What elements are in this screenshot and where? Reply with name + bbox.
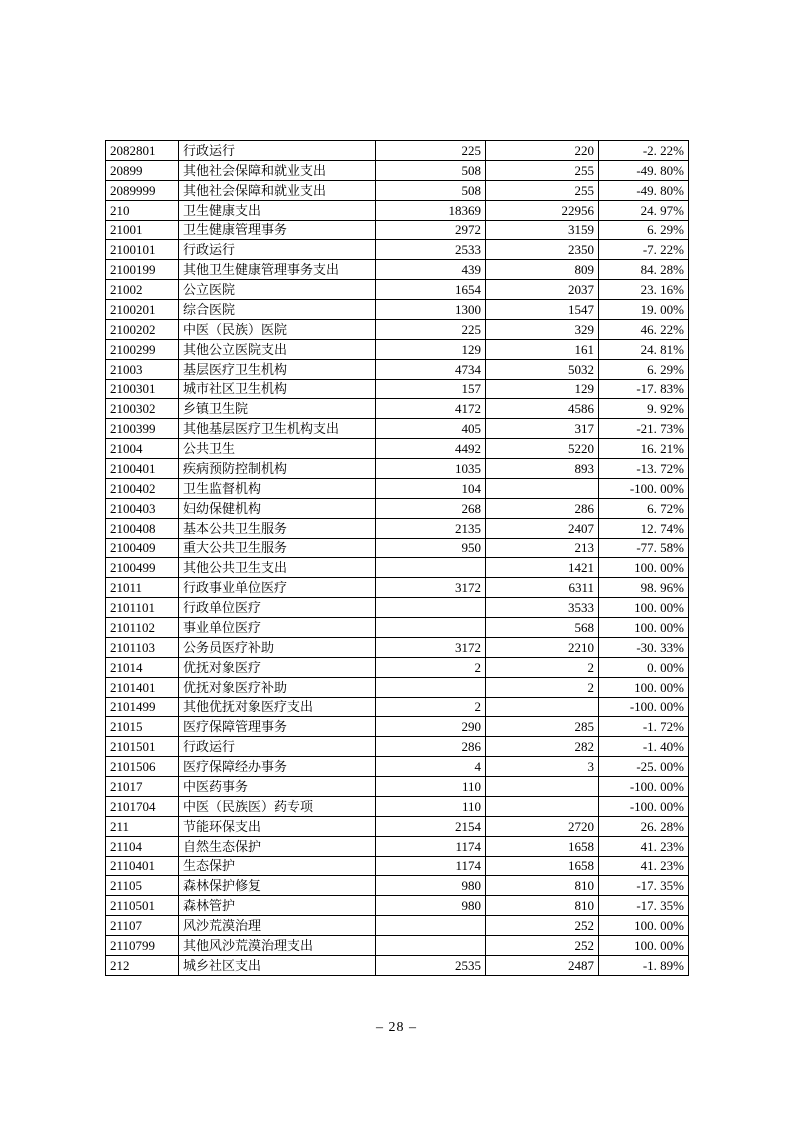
cell-curr-value [486, 478, 599, 498]
cell-prev-value: 3172 [376, 578, 486, 598]
cell-code: 2100201 [106, 300, 179, 320]
cell-prev-value: 290 [376, 717, 486, 737]
cell-curr-value: 213 [486, 538, 599, 558]
cell-change-pct: -1. 40% [599, 737, 689, 757]
cell-curr-value: 220 [486, 141, 599, 161]
cell-name: 其他基层医疗卫生机构支出 [179, 419, 376, 439]
table-row [106, 518, 689, 538]
cell-name: 优抚对象医疗 [179, 657, 376, 677]
cell-change-pct: -1. 72% [599, 717, 689, 737]
cell-prev-value [376, 618, 486, 638]
cell-name: 事业单位医疗 [179, 618, 376, 638]
cell-code: 21011 [106, 578, 179, 598]
cell-change-pct: 9. 92% [599, 399, 689, 419]
cell-prev-value: 980 [376, 876, 486, 896]
cell-change-pct: 12. 74% [599, 518, 689, 538]
cell-code: 2100409 [106, 538, 179, 558]
cell-name: 行政单位医疗 [179, 598, 376, 618]
cell-code: 21003 [106, 359, 179, 379]
cell-name: 基层医疗卫生机构 [179, 359, 376, 379]
cell-change-pct: 6. 72% [599, 498, 689, 518]
cell-change-pct: 100. 00% [599, 936, 689, 956]
cell-change-pct: -13. 72% [599, 459, 689, 479]
cell-code: 21002 [106, 280, 179, 300]
cell-prev-value: 1654 [376, 280, 486, 300]
cell-name: 其他公立医院支出 [179, 339, 376, 359]
cell-change-pct: -25. 00% [599, 757, 689, 777]
table-row [106, 220, 689, 240]
cell-name: 医疗保障经办事务 [179, 757, 376, 777]
cell-prev-value: 268 [376, 498, 486, 518]
cell-code: 2101506 [106, 757, 179, 777]
cell-name: 行政运行 [179, 737, 376, 757]
cell-change-pct: 100. 00% [599, 916, 689, 936]
cell-curr-value: 3 [486, 757, 599, 777]
cell-code: 2101101 [106, 598, 179, 618]
cell-change-pct: 100. 00% [599, 558, 689, 578]
table-row [106, 478, 689, 498]
table-row [106, 498, 689, 518]
cell-change-pct: -21. 73% [599, 419, 689, 439]
cell-curr-value: 809 [486, 260, 599, 280]
cell-change-pct: 41. 23% [599, 856, 689, 876]
cell-curr-value: 1658 [486, 836, 599, 856]
cell-prev-value: 2135 [376, 518, 486, 538]
cell-curr-value: 285 [486, 717, 599, 737]
cell-prev-value: 2 [376, 697, 486, 717]
cell-prev-value [376, 598, 486, 618]
cell-name: 疾病预防控制机构 [179, 459, 376, 479]
cell-code: 2110799 [106, 936, 179, 956]
table-row [106, 618, 689, 638]
table-row [106, 737, 689, 757]
table-row [106, 757, 689, 777]
table-row [106, 160, 689, 180]
cell-curr-value: 893 [486, 459, 599, 479]
cell-curr-value [486, 796, 599, 816]
cell-prev-value: 4734 [376, 359, 486, 379]
table-row [106, 180, 689, 200]
table-row [106, 558, 689, 578]
cell-curr-value: 2350 [486, 240, 599, 260]
cell-prev-value: 4 [376, 757, 486, 777]
cell-curr-value: 286 [486, 498, 599, 518]
cell-prev-value: 129 [376, 339, 486, 359]
cell-code: 2100403 [106, 498, 179, 518]
cell-name: 妇幼保健机构 [179, 498, 376, 518]
cell-change-pct: -100. 00% [599, 478, 689, 498]
cell-name: 其他社会保障和就业支出 [179, 160, 376, 180]
cell-name: 其他优抚对象医疗支出 [179, 697, 376, 717]
cell-curr-value: 568 [486, 618, 599, 638]
cell-code: 2100202 [106, 319, 179, 339]
cell-code: 2100399 [106, 419, 179, 439]
cell-change-pct: 19. 00% [599, 300, 689, 320]
cell-code: 2082801 [106, 141, 179, 161]
cell-code: 2110401 [106, 856, 179, 876]
cell-prev-value: 3172 [376, 637, 486, 657]
table-row [106, 240, 689, 260]
table-row [106, 260, 689, 280]
cell-curr-value: 1547 [486, 300, 599, 320]
cell-code: 211 [106, 816, 179, 836]
cell-code: 2100301 [106, 379, 179, 399]
cell-name: 重大公共卫生服务 [179, 538, 376, 558]
table-row [106, 339, 689, 359]
cell-prev-value: 508 [376, 180, 486, 200]
cell-change-pct: -7. 22% [599, 240, 689, 260]
cell-name: 中医药事务 [179, 777, 376, 797]
cell-name: 卫生监督机构 [179, 478, 376, 498]
cell-code: 2100499 [106, 558, 179, 578]
cell-code: 2101401 [106, 677, 179, 697]
table-row [106, 399, 689, 419]
cell-change-pct: -17. 35% [599, 896, 689, 916]
cell-prev-value: 157 [376, 379, 486, 399]
table-row [106, 359, 689, 379]
cell-code: 210 [106, 200, 179, 220]
cell-prev-value [376, 916, 486, 936]
cell-name: 森林管护 [179, 896, 376, 916]
cell-name: 风沙荒漠治理 [179, 916, 376, 936]
table-row [106, 280, 689, 300]
cell-curr-value: 2037 [486, 280, 599, 300]
cell-name: 公务员医疗补助 [179, 637, 376, 657]
page-number: – 28 – [376, 1020, 417, 1035]
cell-name: 医疗保障管理事务 [179, 717, 376, 737]
cell-name: 行政事业单位医疗 [179, 578, 376, 598]
cell-name: 公立医院 [179, 280, 376, 300]
cell-change-pct: 16. 21% [599, 439, 689, 459]
cell-code: 21004 [106, 439, 179, 459]
cell-name: 卫生健康管理事务 [179, 220, 376, 240]
cell-code: 2101501 [106, 737, 179, 757]
cell-curr-value: 1658 [486, 856, 599, 876]
cell-curr-value: 3159 [486, 220, 599, 240]
cell-curr-value: 2720 [486, 816, 599, 836]
table-row [106, 141, 689, 161]
table-row [106, 538, 689, 558]
cell-name: 生态保护 [179, 856, 376, 876]
cell-name: 其他卫生健康管理事务支出 [179, 260, 376, 280]
table-row [106, 896, 689, 916]
cell-prev-value: 2533 [376, 240, 486, 260]
table-row [106, 697, 689, 717]
cell-prev-value: 2535 [376, 955, 486, 975]
cell-change-pct: 0. 00% [599, 657, 689, 677]
cell-code: 212 [106, 955, 179, 975]
cell-curr-value: 161 [486, 339, 599, 359]
cell-change-pct: 46. 22% [599, 319, 689, 339]
cell-prev-value: 110 [376, 777, 486, 797]
cell-curr-value: 252 [486, 916, 599, 936]
cell-code: 21105 [106, 876, 179, 896]
cell-curr-value: 22956 [486, 200, 599, 220]
cell-change-pct: -100. 00% [599, 777, 689, 797]
table-row [106, 459, 689, 479]
cell-name: 中医（民族）医院 [179, 319, 376, 339]
cell-name: 节能环保支出 [179, 816, 376, 836]
cell-change-pct: -49. 80% [599, 180, 689, 200]
table-row [106, 796, 689, 816]
cell-change-pct: -100. 00% [599, 697, 689, 717]
cell-name: 自然生态保护 [179, 836, 376, 856]
table-row [106, 916, 689, 936]
cell-change-pct: 26. 28% [599, 816, 689, 836]
cell-curr-value: 4586 [486, 399, 599, 419]
cell-change-pct: 98. 96% [599, 578, 689, 598]
cell-curr-value: 252 [486, 936, 599, 956]
cell-curr-value [486, 697, 599, 717]
cell-prev-value [376, 677, 486, 697]
table-row [106, 578, 689, 598]
table-row [106, 657, 689, 677]
cell-change-pct: -17. 35% [599, 876, 689, 896]
cell-code: 20899 [106, 160, 179, 180]
table-row [106, 717, 689, 737]
cell-prev-value: 1035 [376, 459, 486, 479]
cell-curr-value: 810 [486, 896, 599, 916]
cell-curr-value: 2210 [486, 637, 599, 657]
cell-name: 森林保护修复 [179, 876, 376, 896]
cell-change-pct: 24. 97% [599, 200, 689, 220]
cell-prev-value: 1174 [376, 836, 486, 856]
table-row [106, 677, 689, 697]
cell-name: 城乡社区支出 [179, 955, 376, 975]
cell-curr-value: 5032 [486, 359, 599, 379]
cell-prev-value [376, 558, 486, 578]
cell-prev-value: 2 [376, 657, 486, 677]
cell-prev-value: 110 [376, 796, 486, 816]
budget-table [105, 140, 689, 976]
cell-curr-value: 3533 [486, 598, 599, 618]
table-row [106, 319, 689, 339]
cell-code: 21015 [106, 717, 179, 737]
cell-change-pct: -2. 22% [599, 141, 689, 161]
cell-name: 综合医院 [179, 300, 376, 320]
cell-prev-value: 225 [376, 319, 486, 339]
cell-code: 2089999 [106, 180, 179, 200]
cell-prev-value: 950 [376, 538, 486, 558]
table-row [106, 379, 689, 399]
cell-curr-value: 5220 [486, 439, 599, 459]
cell-code: 21014 [106, 657, 179, 677]
table-row [106, 300, 689, 320]
table-row [106, 637, 689, 657]
cell-prev-value: 980 [376, 896, 486, 916]
cell-prev-value: 439 [376, 260, 486, 280]
cell-code: 2100302 [106, 399, 179, 419]
cell-curr-value: 2487 [486, 955, 599, 975]
cell-code: 2100101 [106, 240, 179, 260]
cell-name: 乡镇卫生院 [179, 399, 376, 419]
cell-prev-value: 405 [376, 419, 486, 439]
cell-prev-value: 1174 [376, 856, 486, 876]
cell-curr-value: 255 [486, 160, 599, 180]
cell-code: 2101499 [106, 697, 179, 717]
cell-change-pct: 84. 28% [599, 260, 689, 280]
cell-change-pct: 41. 23% [599, 836, 689, 856]
cell-code: 2100401 [106, 459, 179, 479]
cell-name: 卫生健康支出 [179, 200, 376, 220]
cell-name: 公共卫生 [179, 439, 376, 459]
cell-prev-value: 2154 [376, 816, 486, 836]
cell-change-pct: -1. 89% [599, 955, 689, 975]
cell-name: 行政运行 [179, 141, 376, 161]
table-row [106, 836, 689, 856]
cell-curr-value: 810 [486, 876, 599, 896]
cell-curr-value: 317 [486, 419, 599, 439]
table-row [106, 777, 689, 797]
cell-curr-value: 6311 [486, 578, 599, 598]
cell-code: 21001 [106, 220, 179, 240]
cell-change-pct: 100. 00% [599, 618, 689, 638]
cell-code: 2100402 [106, 478, 179, 498]
table-row [106, 936, 689, 956]
cell-name: 其他社会保障和就业支出 [179, 180, 376, 200]
cell-name: 优抚对象医疗补助 [179, 677, 376, 697]
cell-name: 其他公共卫生支出 [179, 558, 376, 578]
table-row [106, 955, 689, 975]
cell-prev-value: 2972 [376, 220, 486, 240]
cell-code: 2100408 [106, 518, 179, 538]
cell-curr-value: 2407 [486, 518, 599, 538]
table-row [106, 816, 689, 836]
cell-change-pct: 100. 00% [599, 598, 689, 618]
cell-code: 21104 [106, 836, 179, 856]
cell-code: 2100299 [106, 339, 179, 359]
cell-change-pct: -49. 80% [599, 160, 689, 180]
cell-prev-value: 225 [376, 141, 486, 161]
cell-name: 城市社区卫生机构 [179, 379, 376, 399]
cell-code: 2101704 [106, 796, 179, 816]
table-row [106, 856, 689, 876]
cell-name: 基本公共卫生服务 [179, 518, 376, 538]
cell-change-pct: -30. 33% [599, 637, 689, 657]
table-row [106, 419, 689, 439]
table-row [106, 876, 689, 896]
cell-curr-value [486, 777, 599, 797]
cell-curr-value: 329 [486, 319, 599, 339]
cell-prev-value: 4492 [376, 439, 486, 459]
cell-prev-value [376, 936, 486, 956]
cell-curr-value: 1421 [486, 558, 599, 578]
cell-change-pct: -17. 83% [599, 379, 689, 399]
cell-change-pct: 23. 16% [599, 280, 689, 300]
cell-curr-value: 129 [486, 379, 599, 399]
cell-code: 2101102 [106, 618, 179, 638]
cell-name: 行政运行 [179, 240, 376, 260]
table-row [106, 200, 689, 220]
cell-code: 2110501 [106, 896, 179, 916]
cell-curr-value: 282 [486, 737, 599, 757]
cell-curr-value: 255 [486, 180, 599, 200]
cell-change-pct: 100. 00% [599, 677, 689, 697]
cell-code: 2100199 [106, 260, 179, 280]
cell-change-pct: 24. 81% [599, 339, 689, 359]
cell-prev-value: 286 [376, 737, 486, 757]
cell-curr-value: 2 [486, 657, 599, 677]
cell-prev-value: 1300 [376, 300, 486, 320]
cell-change-pct: 6. 29% [599, 359, 689, 379]
cell-curr-value: 2 [486, 677, 599, 697]
cell-name: 其他风沙荒漠治理支出 [179, 936, 376, 956]
cell-name: 中医（民族医）药专项 [179, 796, 376, 816]
cell-prev-value: 508 [376, 160, 486, 180]
cell-prev-value: 104 [376, 478, 486, 498]
table-row [106, 598, 689, 618]
cell-code: 21017 [106, 777, 179, 797]
cell-prev-value: 4172 [376, 399, 486, 419]
cell-change-pct: -77. 58% [599, 538, 689, 558]
cell-change-pct: -100. 00% [599, 796, 689, 816]
cell-code: 2101103 [106, 637, 179, 657]
table-row [106, 439, 689, 459]
cell-change-pct: 6. 29% [599, 220, 689, 240]
budget-table-body [106, 141, 689, 976]
cell-code: 21107 [106, 916, 179, 936]
cell-prev-value: 18369 [376, 200, 486, 220]
